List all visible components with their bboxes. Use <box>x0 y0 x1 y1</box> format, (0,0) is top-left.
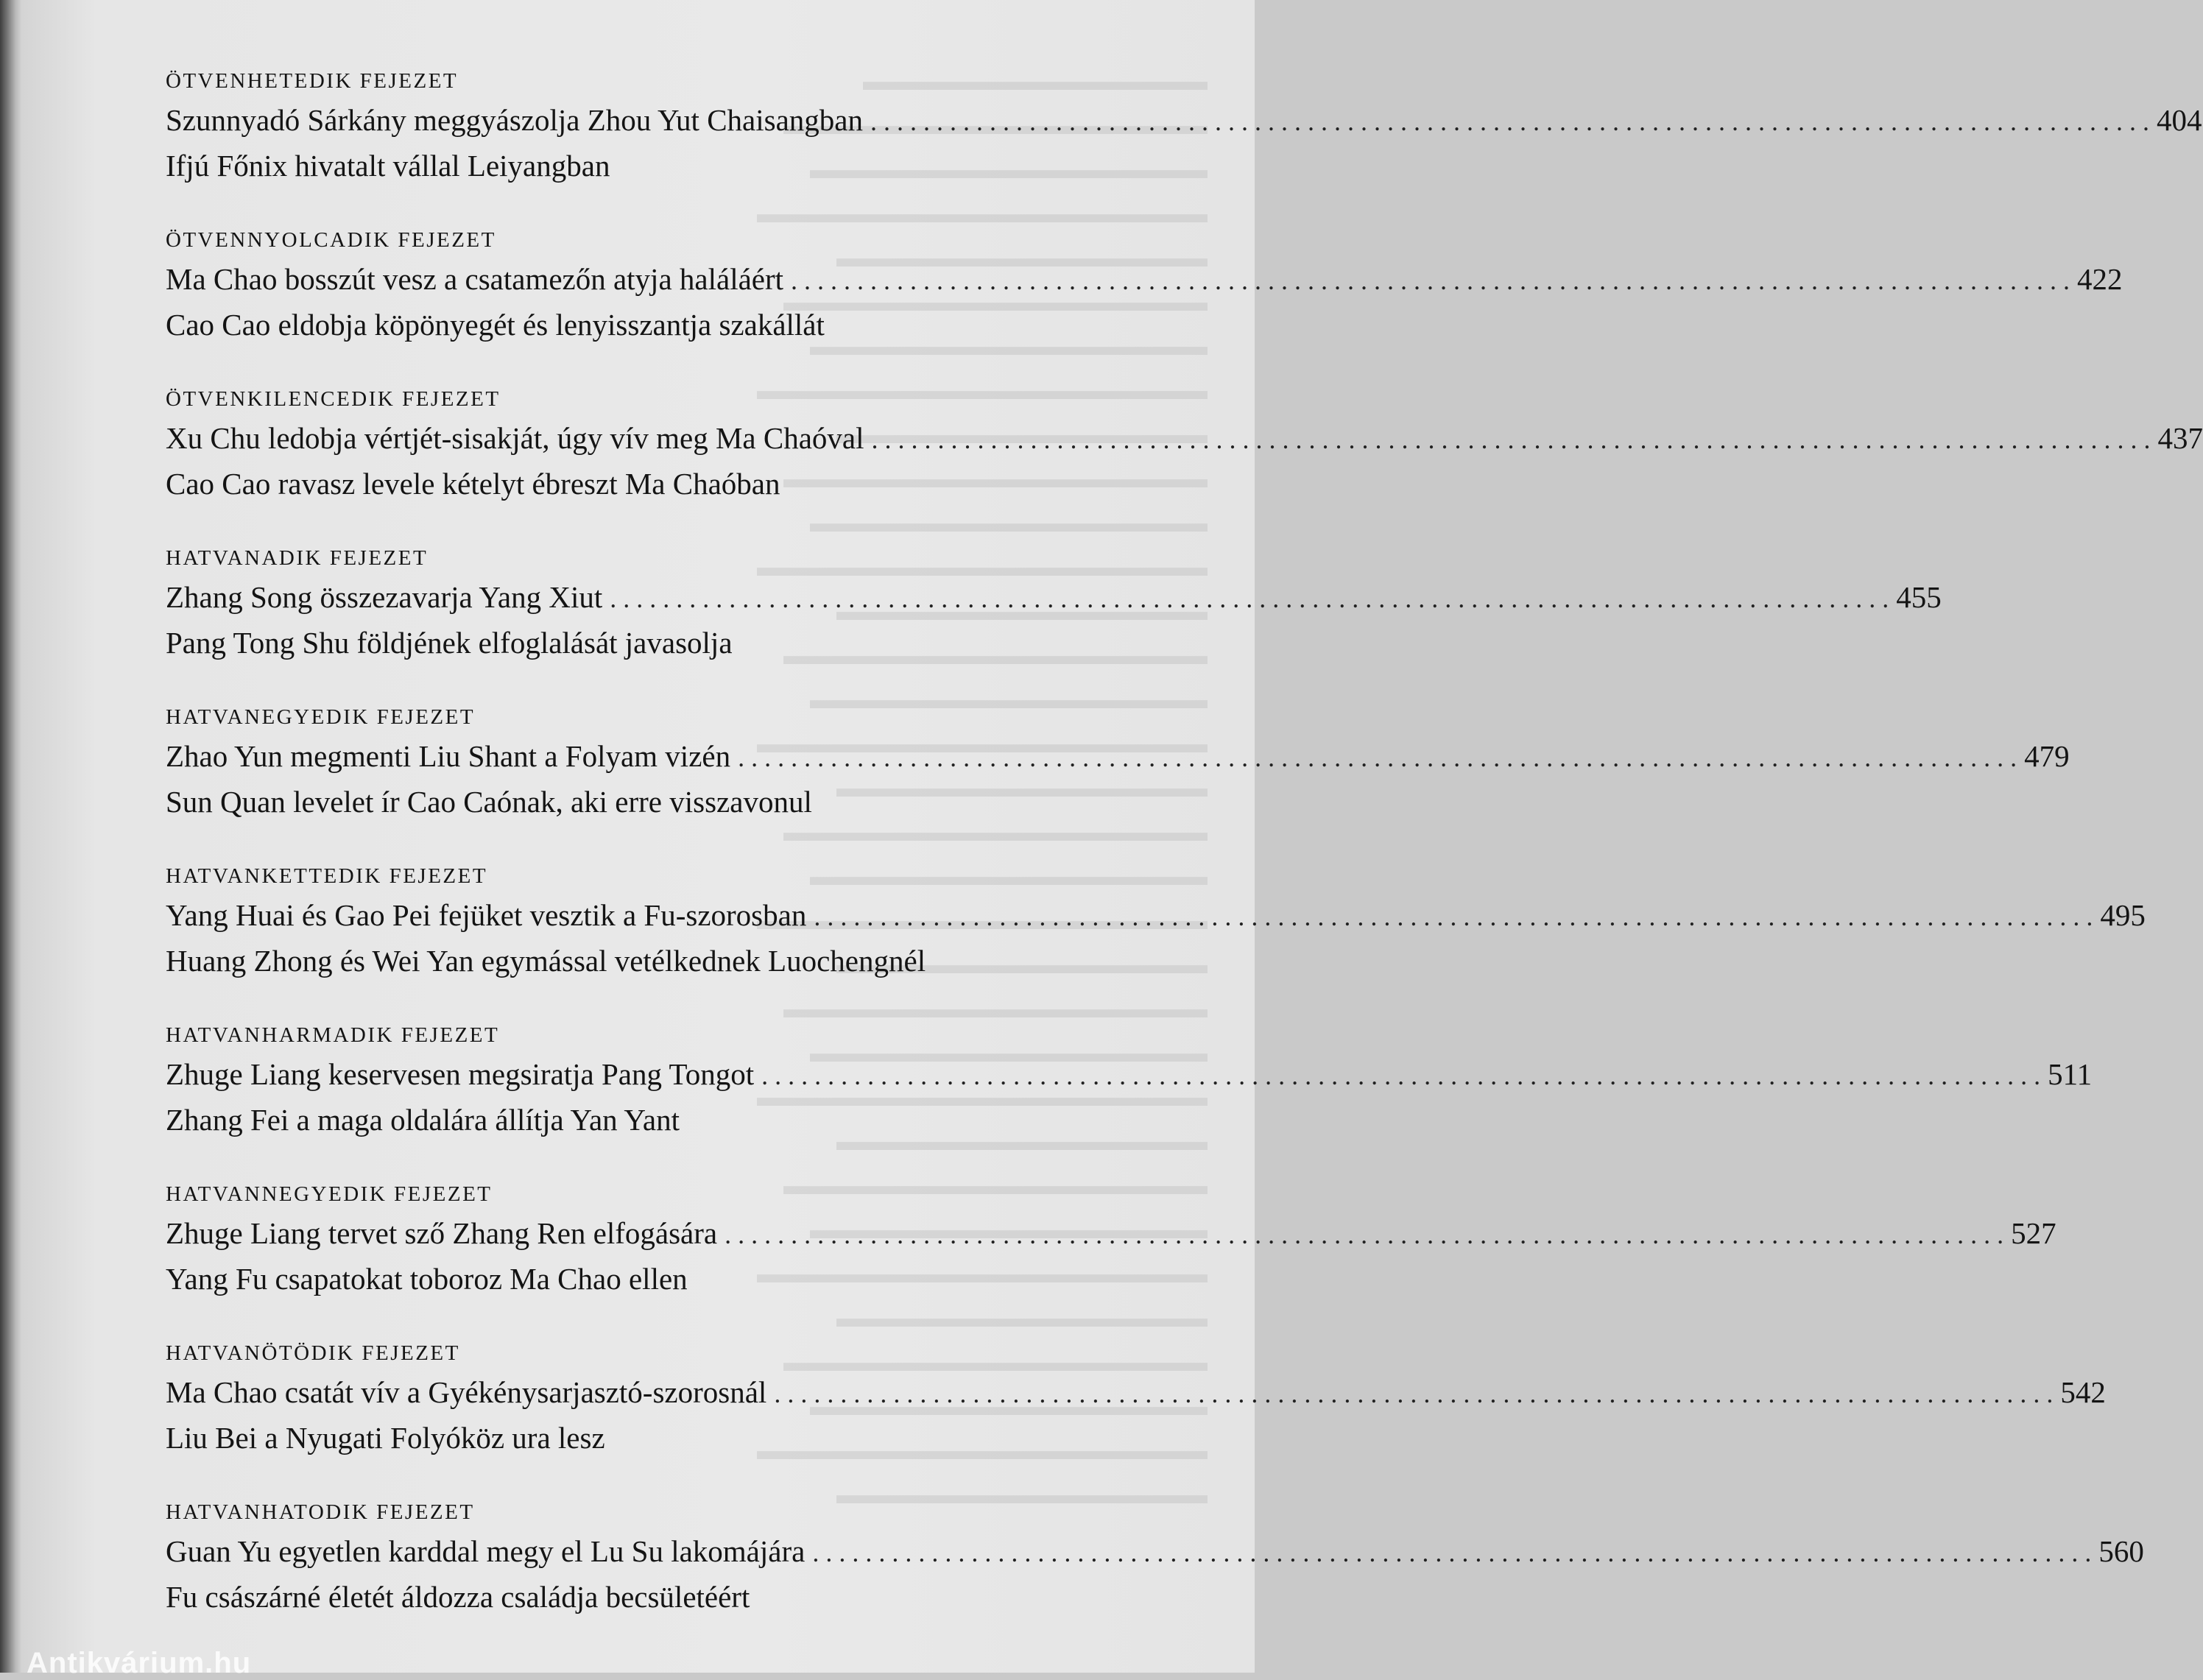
chapter-subtitle: Sun Quan levelet ír Cao Caónak, aki erre visszavonul <box>166 785 812 819</box>
toc-chapter <box>166 65 2202 224</box>
chapter-heading: HATVANNEGYEDIK FEJEZET <box>166 1182 493 1206</box>
toc-entry <box>166 97 2202 143</box>
page-number: 422 <box>2077 262 2123 296</box>
toc-entry <box>166 574 1942 620</box>
chapter-subtitle: Fu császárné életét áldozza családja becsületéért <box>166 1580 750 1614</box>
toc-chapter <box>166 1019 2093 1178</box>
page-number: 455 <box>1896 580 1942 614</box>
toc-entry <box>166 1210 2056 1256</box>
chapter-title: Yang Huai és Gao Pei fejüket vesztik a Fu-szorosban <box>166 898 807 932</box>
chapter-subtitle: Cao Cao eldobja köpönyegét és lenyisszantja szakállát <box>166 308 825 342</box>
chapter-subtitle: Pang Tong Shu földjének elfoglalását javasolja <box>166 626 733 660</box>
dot-leader <box>738 735 2017 780</box>
page-number: 511 <box>2048 1057 2093 1091</box>
toc-entry <box>166 733 2070 779</box>
chapter-title: Zhao Yun megmenti Liu Shant a Folyam vizén <box>166 739 731 773</box>
dot-leader <box>761 1053 2040 1098</box>
chapter-heading: ÖTVENNYOLCADIK FEJEZET <box>166 228 496 252</box>
page-number: 495 <box>2100 898 2146 932</box>
toc-chapter <box>166 383 2203 542</box>
chapter-subtitle: Liu Bei a Nyugati Folyóköz ura lesz <box>166 1421 605 1455</box>
chapter-subtitle: Cao Cao ravasz levele kételyt ébreszt Ma Chaóban <box>166 467 780 501</box>
toc-entry <box>166 1051 2093 1097</box>
chapter-heading: HATVANEGYEDIK FEJEZET <box>166 705 476 729</box>
toc-chapter <box>166 860 2146 1019</box>
chapter-heading: ÖTVENKILENCEDIK FEJEZET <box>166 387 501 411</box>
chapter-heading: ÖTVENHETEDIK FEJEZET <box>166 69 459 93</box>
page-number: 479 <box>2024 739 2070 773</box>
page-number: 542 <box>2060 1375 2106 1409</box>
chapter-title: Guan Yu egyetlen karddal megy el Lu Su lakomájára <box>166 1534 806 1568</box>
bleed-through-text: ▬▬▬▬▬▬▬▬▬▬▬▬▬ ▬▬▬▬▬▬▬▬▬▬▬▬▬▬▬▬ ▬▬▬▬▬▬▬▬▬▬▬▬▬▬▬ ▬▬▬▬▬▬▬▬▬▬▬▬▬▬▬▬▬ ▬▬▬▬▬▬▬▬▬▬▬▬▬▬ ▬▬▬▬▬▬▬▬▬▬▬▬▬▬▬▬ ▬▬▬▬▬▬▬▬▬▬▬▬▬▬▬ ▬▬▬▬▬▬▬▬▬▬▬▬▬▬▬▬▬ ▬▬▬▬▬▬▬▬▬▬▬▬▬▬ ▬▬▬▬▬▬▬▬▬▬▬▬▬▬▬▬ ▬▬▬▬▬▬▬▬▬▬▬▬▬▬▬ ▬▬▬▬▬▬▬▬▬▬▬▬▬▬▬▬▬ ▬▬▬▬▬▬▬▬▬▬▬▬▬▬ ▬▬▬▬▬▬▬▬▬▬▬▬▬▬▬▬ ▬▬▬▬▬▬▬▬▬▬▬▬▬▬▬ ▬▬▬▬▬▬▬▬▬▬▬▬▬▬▬▬▬ ▬▬▬▬▬▬▬▬▬▬▬▬▬▬ ▬▬▬▬▬▬▬▬▬▬▬▬▬▬▬▬ ▬▬▬▬▬▬▬▬▬▬▬▬▬▬▬ ▬▬▬▬▬▬▬▬▬▬▬▬▬▬▬▬▬ ▬▬▬▬▬▬▬▬▬▬▬▬▬▬ ▬▬▬▬▬▬▬▬▬▬▬▬▬▬▬▬ ▬▬▬▬▬▬▬▬▬▬▬▬▬▬▬ ▬▬▬▬▬▬▬▬▬▬▬▬▬▬▬▬▬ ▬▬▬▬▬▬▬▬▬▬▬▬▬▬ ▬▬▬▬▬▬▬▬▬▬▬▬▬▬▬▬ ▬▬▬▬▬▬▬▬▬▬▬▬▬▬▬ ▬▬▬▬▬▬▬▬▬▬▬▬▬▬▬▬▬ ▬▬▬▬▬▬▬▬▬▬▬▬▬▬ ▬▬▬▬▬▬▬▬▬▬▬▬▬▬▬▬ ▬▬▬▬▬▬▬▬▬▬▬▬▬▬▬ ▬▬▬▬▬▬▬▬▬▬▬▬▬▬▬▬▬ ▬▬▬▬▬▬▬▬▬▬▬▬▬▬ <box>757 66 1208 1509</box>
dot-leader <box>870 99 2149 144</box>
book-spine-shadow <box>0 0 22 1673</box>
chapter-heading: HATVANADIK FEJEZET <box>166 546 429 570</box>
chapter-title: Zhuge Liang keservesen megsiratja Pang Tongot <box>166 1057 755 1091</box>
chapter-title: Zhuge Liang tervet sző Zhang Ren elfogására <box>166 1216 718 1250</box>
dot-leader <box>610 576 1889 621</box>
dot-leader <box>814 894 2093 939</box>
chapter-heading: HATVANHATODIK FEJEZET <box>166 1500 475 1524</box>
dot-leader <box>812 1530 2091 1575</box>
toc-chapter <box>166 542 1942 701</box>
chapter-heading: HATVANHARMADIK FEJEZET <box>166 1023 500 1047</box>
dot-leader <box>725 1212 2003 1257</box>
chapter-subtitle: Yang Fu csapatokat toboroz Ma Chao ellen <box>166 1262 688 1296</box>
chapter-subtitle: Huang Zhong és Wei Yan egymással vetélkednek Luochengnél <box>166 944 926 978</box>
dot-leader <box>774 1371 2053 1416</box>
chapter-title: Ma Chao csatát vív a Gyékénysarjasztó-szorosnál <box>166 1375 767 1409</box>
table-of-contents <box>166 65 2203 1655</box>
toc-chapter <box>166 1178 2056 1337</box>
chapter-heading: HATVANKETTEDIK FEJEZET <box>166 864 488 888</box>
book-page <box>22 0 2203 1673</box>
chapter-title: Zhang Song összezavarja Yang Xiut <box>166 580 603 614</box>
chapter-heading: HATVANÖTÖDIK FEJEZET <box>166 1341 460 1365</box>
toc-entry <box>166 1369 2106 1415</box>
page-number: 404 <box>2156 103 2202 137</box>
watermark: Antikvárium.hu <box>27 1647 252 1679</box>
toc-entry <box>166 256 2123 302</box>
toc-entry <box>166 415 2203 461</box>
dot-leader <box>872 417 2151 462</box>
toc-chapter <box>166 701 2070 860</box>
chapter-title: Szunnyadó Sárkány meggyászolja Zhou Yut Chaisangban <box>166 103 863 137</box>
chapter-title: Ma Chao bosszút vesz a csatamezőn atyja haláláért <box>166 262 784 296</box>
page-number: 437 <box>2157 421 2203 455</box>
dot-leader <box>791 258 2070 303</box>
toc-entry <box>166 892 2146 938</box>
toc-chapter <box>166 1337 2106 1496</box>
toc-chapter <box>166 224 2123 383</box>
toc-entry <box>166 1528 2144 1574</box>
page-number: 527 <box>2011 1216 2056 1250</box>
toc-chapter <box>166 1496 2144 1655</box>
chapter-subtitle: Zhang Fei a maga oldalára állítja Yan Yant <box>166 1103 680 1137</box>
page-number: 560 <box>2098 1534 2144 1568</box>
chapter-title: Xu Chu ledobja vértjét-sisakját, úgy vív meg Ma Chaóval <box>166 421 864 455</box>
chapter-subtitle: Ifjú Főnix hivatalt vállal Leiyangban <box>166 149 610 183</box>
